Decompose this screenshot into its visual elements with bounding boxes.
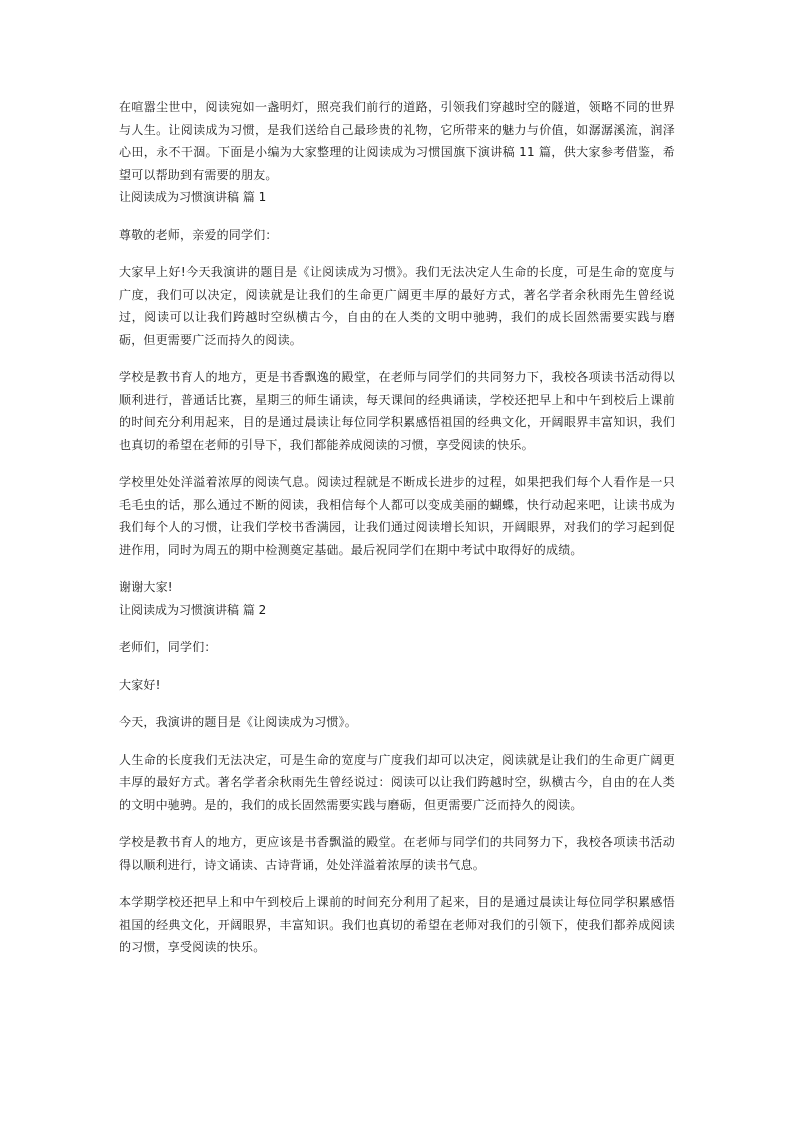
document-page — [119, 96, 675, 959]
intro-paragraph: 在喧嚣尘世中，阅读宛如一盏明灯，照亮我们前行的道路，引领我们穿越时空的隧道，领略不同的世界与人生。让阅读成为习惯，是我们送给自己最珍贵的礼物，它所带来的魅力与价值，如潺潺溪流，润泽心田，永不干涸。下面是小编为大家整理的让阅读成为习惯国旗下演讲稿 11 篇，供大家参考借鉴，希望可以帮助到有需要的朋友。 — [119, 100, 675, 182]
body-paragraph: 学校是教书育人的地方，更应该是书香飘溢的殿堂。在老师与同学们的共同努力下，我校各项读书活动得以顺利进行，诗文诵读、古诗背诵，处处洋溢着浓厚的读书气息。 — [119, 835, 675, 872]
greeting: 老师们，同学们： — [119, 640, 217, 654]
closing-line: 谢谢大家! — [119, 580, 173, 594]
body-paragraph: 本学期学校还把早上和中午到校后上课前的时间充分利用了起来，目的是通过晨读让每位同学积累感悟祖国的经典文化，开阔眼界，丰富知识。我们也真切的希望在老师对我们的引领下，使我们都养成阅读的习惯，享受阅读的快乐。 — [119, 895, 675, 954]
greeting: 尊敬的老师，亲爱的同学们： — [119, 227, 278, 242]
section-title: 让阅读成为习惯演讲稿 篇 2 — [119, 602, 267, 617]
topic-line: 今天，我演讲的题目是《让阅读成为习惯》。 — [119, 715, 358, 729]
body-paragraph: 学校是教书育人的地方，更是书香飘逸的殿堂，在老师与同学们的共同努力下，我校各项读书活动得以顺利进行，普通话比赛，星期三的师生诵读，每天课间的经典诵读，学校还把早上和中午到校后上课前的时间充分利用起来，目的是通过晨读让每位同学积累感悟祖国的经典文化，开阔眼界丰富知识，我们也真切的希望在老师的引导下，我们都能养成阅读的习惯，享受阅读的快乐。 — [119, 370, 675, 452]
body-paragraph: 大家早上好!今天我演讲的题目是《让阅读成为习惯》。我们无法决定人生命的长度，可是生命的宽度与广度，我们可以决定，阅读就是让我们的生命更广阔更丰厚的最好方式，著名学者余秋雨先生曾经说过，阅读可以让我们跨越时空纵横古今，自由的在人类的文明中驰骋，我们的成长固然需要实践与磨砺，但更需要广泛而持久的阅读。 — [119, 265, 675, 347]
body-paragraph: 人生命的长度我们无法决定，可是生命的宽度与广度我们却可以决定，阅读就是让我们的生命更广阔更丰厚的最好方式。著名学者余秋雨先生曾经说过：阅读可以让我们跨越时空，纵横古今，自由的在人类的文明中驰骋。是的，我们的成长固然需要实践与磨砺，但更需要广泛而持久的阅读。 — [119, 752, 675, 812]
body-paragraph: 学校里处处洋溢着浓厚的阅读气息。阅读过程就是不断成长进步的过程，如果把我们每个人看作是一只毛毛虫的话，那么通过不断的阅读，我相信每个人都可以变成美丽的蝴蝶，快行动起来吧，让读书成为我们每个人的习惯，让我们学校书香满园，让我们通过阅读增长知识，开阔眼界，对我们的学习起到促进作用，同时为周五的期中检测奠定基础。最后祝同学们在期中考试中取得好的成绩。 — [119, 475, 675, 557]
section-title: 让阅读成为习惯演讲稿 篇 1 — [119, 190, 267, 204]
hello-line: 大家好! — [119, 677, 161, 692]
